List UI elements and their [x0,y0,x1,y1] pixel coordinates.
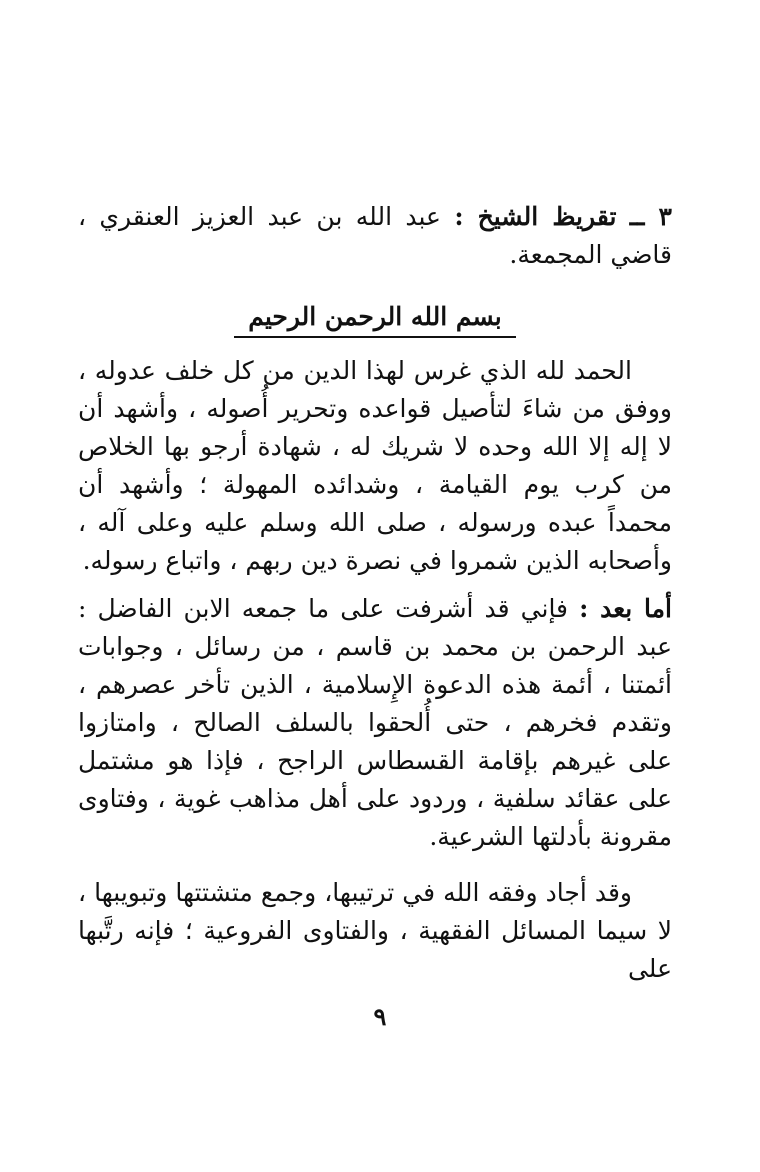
section-label: تقريظ الشيخ : [454,202,617,231]
page-body [78,198,672,988]
page-number: ٩ [373,1002,387,1031]
basmala: بسم الله الرحمن الرحيم [234,300,516,338]
amma-baad-lead: أما بعد : [579,594,672,623]
section-heading [78,198,672,274]
paragraph-arrangement: وقد أجاد وفقه الله في ترتيبها، وجمع متشتتها وتبويبها ، لا سيما المسائل الفقهية ، والفتاوى الفروعية ؛ فإنه رتَّبها على [78,878,672,983]
section-subject: عبد الله بن عبد العزيز العنقري ، قاضي المجمعة. [78,202,672,269]
section-number: ٣ ــ [629,202,672,231]
amma-baad-text: فإني قد أشرفت على ما جمعه الابن الفاضل : عبد الرحمن بن محمد بن قاسم ، من رسائل ، وجوابات أئمتنا ، أئمة هذه الدعوة الإِسلامية ، الذين تأخر عصرهم ، وتقدم فخرهم ، حتى أُلحقوا بالسلف الصالح ، وامتازوا على غيرهم بإقامة القسطاس الراجح ، فإذا هو مشتمل على عقائد سلفية ، وردود على أهل مذاهب غوية ، وفتاوى مقرونة بأدلتها الشرعية. [78,594,672,851]
paragraph-amma-baad [78,590,672,856]
basmala-block [78,298,672,338]
paragraph-praise: الحمد لله الذي غرس لهذا الدين من كل خلف عدوله ، ووفق من شاءَ لتأصيل قواعده وتحرير أُصوله ، وأشهد أن لا إله إلا الله وحده لا شريك له ، شهادة أرجو بها الخلاص من كرب يوم القيامة ، وشدائده المهولة ؛ وأشهد أن محمداً عبده ورسوله ، صلى الله وسلم عليه وعلى آله ، وأصحابه الذين شمروا في نصرة دين ربهم ، واتباع رسوله. [78,356,672,575]
